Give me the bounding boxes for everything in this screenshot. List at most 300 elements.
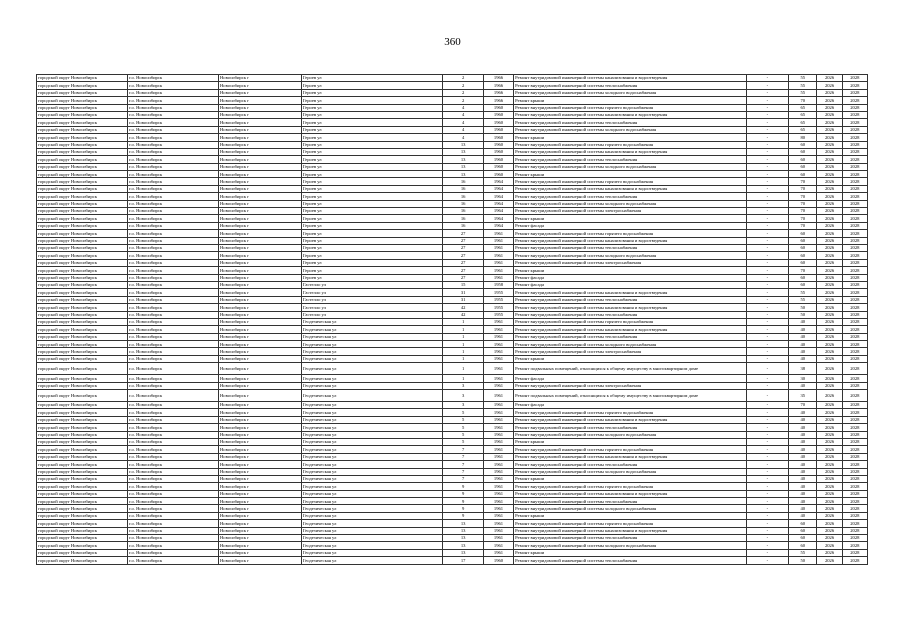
street-cell: Геодезическая ул	[301, 375, 443, 382]
settlement-cell: г.о. Новосибирск	[127, 134, 218, 141]
work-type-cell: Ремонт внутридомовой инженерной системы канализования и водоотведения	[514, 527, 747, 534]
house-number-cell: 5	[443, 438, 483, 445]
city-cell: Новосибирск г	[218, 520, 301, 527]
settlement-cell: г.о. Новосибирск	[127, 222, 218, 229]
municipal-district-cell: городской округ Новосибирск	[37, 341, 128, 348]
table-row	[37, 252, 868, 259]
work-type-cell: Ремонт внутридомовой инженерной системы горячего водоснабжения	[514, 104, 747, 111]
street-cell: Геодезическая ул	[301, 542, 443, 549]
build-year-cell: 1961	[483, 431, 513, 438]
build-year-cell: 1961	[483, 267, 513, 274]
end-year-cell: 2028	[842, 542, 867, 549]
end-year-cell: 2028	[842, 304, 867, 311]
city-cell: Новосибирск г	[218, 296, 301, 303]
dash-cell: -	[746, 542, 788, 549]
house-number-cell: 15	[443, 281, 483, 288]
build-year-cell: 1961	[483, 318, 513, 325]
wear-percent-cell: 40	[789, 438, 817, 445]
start-year-cell: 2026	[817, 326, 842, 333]
work-type-cell: Ремонт внутридомовой инженерной системы теплоснабжения	[514, 424, 747, 431]
settlement-cell: г.о. Новосибирск	[127, 230, 218, 237]
work-type-cell: Ремонт внутридомовой инженерной системы горячего водоснабжения	[514, 409, 747, 416]
start-year-cell: 2026	[817, 557, 842, 564]
house-number-cell: 31	[443, 296, 483, 303]
end-year-cell: 2028	[842, 333, 867, 340]
wear-percent-cell: 80	[789, 134, 817, 141]
settlement-cell: г.о. Новосибирск	[127, 363, 218, 375]
city-cell: Новосибирск г	[218, 281, 301, 288]
settlement-cell: г.о. Новосибирск	[127, 424, 218, 431]
end-year-cell: 2028	[842, 178, 867, 185]
wear-percent-cell: 38	[789, 363, 817, 375]
street-cell: Героев ул	[301, 267, 443, 274]
wear-percent-cell: 60	[789, 244, 817, 251]
municipal-district-cell: городской округ Новосибирск	[37, 126, 128, 133]
end-year-cell: 2028	[842, 89, 867, 96]
end-year-cell: 2028	[842, 382, 867, 389]
street-cell: Геодезическая ул	[301, 475, 443, 482]
build-year-cell: 1961	[483, 230, 513, 237]
build-year-cell: 1958	[483, 281, 513, 288]
settlement-cell: г.о. Новосибирск	[127, 267, 218, 274]
dash-cell: -	[746, 208, 788, 215]
settlement-cell: г.о. Новосибирск	[127, 505, 218, 512]
house-number-cell: 5	[443, 409, 483, 416]
wear-percent-cell: 65	[789, 111, 817, 118]
house-number-cell: 16	[443, 222, 483, 229]
city-cell: Новосибирск г	[218, 461, 301, 468]
end-year-cell: 2028	[842, 289, 867, 296]
end-year-cell: 2028	[842, 215, 867, 222]
municipal-district-cell: городской округ Новосибирск	[37, 222, 128, 229]
work-type-cell: Ремонт внутридомовой инженерной системы холодного водоснабжения	[514, 468, 747, 475]
build-year-cell: 1961	[483, 446, 513, 453]
settlement-cell: г.о. Новосибирск	[127, 281, 218, 288]
dash-cell: -	[746, 402, 788, 409]
table-row	[37, 490, 868, 497]
municipal-district-cell: городской округ Новосибирск	[37, 230, 128, 237]
settlement-cell: г.о. Новосибирск	[127, 252, 218, 259]
wear-percent-cell: 40	[789, 416, 817, 423]
street-cell: Героев ул	[301, 148, 443, 155]
street-cell: Гастелло ул	[301, 304, 443, 311]
work-type-cell: Ремонт внутридомовой инженерной системы теплоснабжения	[514, 193, 747, 200]
work-type-cell: Ремонт крыши	[514, 475, 747, 482]
street-cell: Геодезическая ул	[301, 333, 443, 340]
street-cell: Героев ул	[301, 230, 443, 237]
work-type-cell: Ремонт внутридомовой инженерной системы электроснабжения	[514, 208, 747, 215]
house-number-cell: 13	[443, 520, 483, 527]
start-year-cell: 2026	[817, 483, 842, 490]
build-year-cell: 1961	[483, 375, 513, 382]
settlement-cell: г.о. Новосибирск	[127, 89, 218, 96]
wear-percent-cell: 60	[789, 520, 817, 527]
street-cell: Геодезическая ул	[301, 438, 443, 445]
house-number-cell: 9	[443, 490, 483, 497]
wear-percent-cell: 60	[789, 237, 817, 244]
dash-cell: -	[746, 409, 788, 416]
city-cell: Новосибирск г	[218, 341, 301, 348]
build-year-cell: 1955	[483, 296, 513, 303]
work-type-cell: Ремонт фасада	[514, 222, 747, 229]
wear-percent-cell: 55	[789, 289, 817, 296]
start-year-cell: 2026	[817, 148, 842, 155]
street-cell: Героев ул	[301, 171, 443, 178]
build-year-cell: 1966	[483, 75, 513, 82]
work-type-cell: Ремонт крыши	[514, 97, 747, 104]
wear-percent-cell: 40	[789, 468, 817, 475]
start-year-cell: 2026	[817, 355, 842, 362]
start-year-cell: 2026	[817, 304, 842, 311]
street-cell: Героев ул	[301, 82, 443, 89]
work-type-cell: Ремонт крыши	[514, 267, 747, 274]
street-cell: Геодезическая ул	[301, 549, 443, 556]
settlement-cell: г.о. Новосибирск	[127, 382, 218, 389]
city-cell: Новосибирск г	[218, 208, 301, 215]
end-year-cell: 2028	[842, 163, 867, 170]
build-year-cell: 1960	[483, 119, 513, 126]
street-cell: Героев ул	[301, 244, 443, 251]
city-cell: Новосибирск г	[218, 416, 301, 423]
municipal-district-cell: городской округ Новосибирск	[37, 549, 128, 556]
work-type-cell: Ремонт внутридомовой инженерной системы горячего водоснабжения	[514, 446, 747, 453]
build-year-cell: 1960	[483, 141, 513, 148]
work-type-cell: Ремонт внутридомовой инженерной системы холодного водоснабжения	[514, 126, 747, 133]
street-cell: Геодезическая ул	[301, 355, 443, 362]
table-row	[37, 148, 868, 155]
city-cell: Новосибирск г	[218, 326, 301, 333]
municipal-district-cell: городской округ Новосибирск	[37, 185, 128, 192]
house-number-cell: 3	[443, 390, 483, 402]
street-cell: Геодезическая ул	[301, 498, 443, 505]
wear-percent-cell: 60	[789, 148, 817, 155]
start-year-cell: 2026	[817, 208, 842, 215]
city-cell: Новосибирск г	[218, 483, 301, 490]
street-cell: Героев ул	[301, 193, 443, 200]
table-row	[37, 375, 868, 382]
house-number-cell: 42	[443, 311, 483, 318]
end-year-cell: 2028	[842, 348, 867, 355]
house-number-cell: 1	[443, 333, 483, 340]
settlement-cell: г.о. Новосибирск	[127, 438, 218, 445]
start-year-cell: 2026	[817, 311, 842, 318]
street-cell: Геодезическая ул	[301, 461, 443, 468]
table-row	[37, 222, 868, 229]
municipal-district-cell: городской округ Новосибирск	[37, 119, 128, 126]
house-number-cell: 9	[443, 498, 483, 505]
end-year-cell: 2028	[842, 402, 867, 409]
municipal-district-cell: городской округ Новосибирск	[37, 424, 128, 431]
house-number-cell: 13	[443, 535, 483, 542]
work-type-cell: Ремонт внутридомовой инженерной системы теплоснабжения	[514, 82, 747, 89]
end-year-cell: 2028	[842, 527, 867, 534]
work-type-cell: Ремонт внутридомовой инженерной системы теплоснабжения	[514, 311, 747, 318]
start-year-cell: 2026	[817, 119, 842, 126]
street-cell: Гастелло ул	[301, 289, 443, 296]
table-row	[37, 416, 868, 423]
table-row	[37, 341, 868, 348]
table-row	[37, 244, 868, 251]
municipal-district-cell: городской округ Новосибирск	[37, 244, 128, 251]
city-cell: Новосибирск г	[218, 104, 301, 111]
build-year-cell: 1960	[483, 156, 513, 163]
dash-cell: -	[746, 318, 788, 325]
house-number-cell: 13	[443, 171, 483, 178]
municipal-district-cell: городской округ Новосибирск	[37, 289, 128, 296]
work-type-cell: Ремонт внутридомовой инженерной системы горячего водоснабжения	[514, 483, 747, 490]
municipal-district-cell: городской округ Новосибирск	[37, 402, 128, 409]
municipal-district-cell: городской округ Новосибирск	[37, 390, 128, 402]
city-cell: Новосибирск г	[218, 289, 301, 296]
build-year-cell: 1961	[483, 461, 513, 468]
work-type-cell: Ремонт внутридомовой инженерной системы канализования и водоотведения	[514, 289, 747, 296]
city-cell: Новосибирск г	[218, 178, 301, 185]
wear-percent-cell: 55	[789, 549, 817, 556]
settlement-cell: г.о. Новосибирск	[127, 461, 218, 468]
end-year-cell: 2028	[842, 416, 867, 423]
settlement-cell: г.о. Новосибирск	[127, 156, 218, 163]
build-year-cell: 1961	[483, 348, 513, 355]
end-year-cell: 2028	[842, 119, 867, 126]
work-type-cell: Ремонт внутридомовой инженерной системы горячего водоснабжения	[514, 178, 747, 185]
wear-percent-cell: 50	[789, 304, 817, 311]
city-cell: Новосибирск г	[218, 215, 301, 222]
dash-cell: -	[746, 475, 788, 482]
municipal-district-cell: городской округ Новосибирск	[37, 267, 128, 274]
municipal-district-cell: городской округ Новосибирск	[37, 259, 128, 266]
city-cell: Новосибирск г	[218, 409, 301, 416]
wear-percent-cell: 40	[789, 326, 817, 333]
municipal-district-cell: городской округ Новосибирск	[37, 498, 128, 505]
table-row	[37, 326, 868, 333]
dash-cell: -	[746, 148, 788, 155]
wear-percent-cell: 40	[789, 483, 817, 490]
wear-percent-cell: 50	[789, 557, 817, 564]
street-cell: Героев ул	[301, 222, 443, 229]
dash-cell: -	[746, 416, 788, 423]
start-year-cell: 2026	[817, 156, 842, 163]
wear-percent-cell: 60	[789, 281, 817, 288]
settlement-cell: г.о. Новосибирск	[127, 326, 218, 333]
wear-percent-cell: 60	[789, 163, 817, 170]
house-number-cell: 4	[443, 134, 483, 141]
house-number-cell: 9	[443, 505, 483, 512]
street-cell: Геодезическая ул	[301, 483, 443, 490]
municipal-district-cell: городской округ Новосибирск	[37, 461, 128, 468]
dash-cell: -	[746, 119, 788, 126]
street-cell: Геодезическая ул	[301, 535, 443, 542]
municipal-district-cell: городской округ Новосибирск	[37, 431, 128, 438]
settlement-cell: г.о. Новосибирск	[127, 97, 218, 104]
municipal-district-cell: городской округ Новосибирск	[37, 483, 128, 490]
street-cell: Героев ул	[301, 252, 443, 259]
end-year-cell: 2028	[842, 326, 867, 333]
wear-percent-cell: 40	[789, 475, 817, 482]
city-cell: Новосибирск г	[218, 333, 301, 340]
municipal-district-cell: городской округ Новосибирск	[37, 446, 128, 453]
street-cell: Героев ул	[301, 178, 443, 185]
settlement-cell: г.о. Новосибирск	[127, 341, 218, 348]
work-type-cell: Ремонт внутридомовой инженерной системы теплоснабжения	[514, 557, 747, 564]
street-cell: Геодезическая ул	[301, 453, 443, 460]
start-year-cell: 2026	[817, 505, 842, 512]
end-year-cell: 2028	[842, 296, 867, 303]
end-year-cell: 2028	[842, 483, 867, 490]
wear-percent-cell: 65	[789, 119, 817, 126]
city-cell: Новосибирск г	[218, 156, 301, 163]
house-number-cell: 1	[443, 348, 483, 355]
wear-percent-cell: 55	[789, 89, 817, 96]
city-cell: Новосибирск г	[218, 148, 301, 155]
municipal-district-cell: городской округ Новосибирск	[37, 468, 128, 475]
work-type-cell: Ремонт внутридомовой инженерной системы холодного водоснабжения	[514, 431, 747, 438]
build-year-cell: 1961	[483, 363, 513, 375]
street-cell: Геодезическая ул	[301, 416, 443, 423]
settlement-cell: г.о. Новосибирск	[127, 318, 218, 325]
table-row	[37, 311, 868, 318]
end-year-cell: 2028	[842, 355, 867, 362]
municipal-district-cell: городской округ Новосибирск	[37, 252, 128, 259]
work-type-cell: Ремонт крыши	[514, 549, 747, 556]
table-row	[37, 185, 868, 192]
municipal-district-cell: городской округ Новосибирск	[37, 156, 128, 163]
street-cell: Гастелло ул	[301, 296, 443, 303]
city-cell: Новосибирск г	[218, 490, 301, 497]
wear-percent-cell: 40	[789, 355, 817, 362]
dash-cell: -	[746, 82, 788, 89]
wear-percent-cell: 65	[789, 126, 817, 133]
municipal-district-cell: городской округ Новосибирск	[37, 104, 128, 111]
dash-cell: -	[746, 230, 788, 237]
start-year-cell: 2026	[817, 549, 842, 556]
dash-cell: -	[746, 215, 788, 222]
dash-cell: -	[746, 390, 788, 402]
table-row	[37, 438, 868, 445]
start-year-cell: 2026	[817, 424, 842, 431]
work-type-cell: Ремонт фасада	[514, 402, 747, 409]
work-type-cell: Ремонт фасада	[514, 375, 747, 382]
build-year-cell: 1964	[483, 178, 513, 185]
table-row	[37, 237, 868, 244]
dash-cell: -	[746, 304, 788, 311]
municipal-district-cell: городской округ Новосибирск	[37, 97, 128, 104]
table-row	[37, 535, 868, 542]
dash-cell: -	[746, 557, 788, 564]
house-number-cell: 1	[443, 318, 483, 325]
municipal-district-cell: городской округ Новосибирск	[37, 75, 128, 82]
house-number-cell: 16	[443, 178, 483, 185]
settlement-cell: г.о. Новосибирск	[127, 148, 218, 155]
wear-percent-cell: 70	[789, 215, 817, 222]
build-year-cell: 1960	[483, 104, 513, 111]
dash-cell: -	[746, 355, 788, 362]
table-row	[37, 119, 868, 126]
settlement-cell: г.о. Новосибирск	[127, 237, 218, 244]
dash-cell: -	[746, 252, 788, 259]
end-year-cell: 2028	[842, 267, 867, 274]
wear-percent-cell: 40	[789, 490, 817, 497]
wear-percent-cell: 40	[789, 498, 817, 505]
start-year-cell: 2026	[817, 111, 842, 118]
municipal-district-cell: городской округ Новосибирск	[37, 208, 128, 215]
start-year-cell: 2026	[817, 390, 842, 402]
table-row	[37, 461, 868, 468]
street-cell: Героев ул	[301, 141, 443, 148]
build-year-cell: 1961	[483, 512, 513, 519]
settlement-cell: г.о. Новосибирск	[127, 126, 218, 133]
work-type-cell: Ремонт внутридомовой инженерной системы холодного водоснабжения	[514, 163, 747, 170]
municipal-district-cell: городской округ Новосибирск	[37, 111, 128, 118]
settlement-cell: г.о. Новосибирск	[127, 542, 218, 549]
house-number-cell: 27	[443, 230, 483, 237]
start-year-cell: 2026	[817, 252, 842, 259]
dash-cell: -	[746, 311, 788, 318]
work-type-cell: Ремонт фасада	[514, 274, 747, 281]
house-number-cell: 5	[443, 416, 483, 423]
house-number-cell: 13	[443, 148, 483, 155]
table-row	[37, 542, 868, 549]
end-year-cell: 2028	[842, 375, 867, 382]
street-cell: Геодезическая ул	[301, 382, 443, 389]
city-cell: Новосибирск г	[218, 375, 301, 382]
wear-percent-cell: 40	[789, 333, 817, 340]
municipal-district-cell: городской округ Новосибирск	[37, 134, 128, 141]
house-number-cell: 7	[443, 461, 483, 468]
table-row	[37, 453, 868, 460]
start-year-cell: 2026	[817, 244, 842, 251]
municipal-district-cell: городской округ Новосибирск	[37, 82, 128, 89]
city-cell: Новосибирск г	[218, 75, 301, 82]
build-year-cell: 1961	[483, 274, 513, 281]
dash-cell: -	[746, 341, 788, 348]
city-cell: Новосибирск г	[218, 163, 301, 170]
work-type-cell: Ремонт внутридомовой инженерной системы канализования и водоотведения	[514, 304, 747, 311]
city-cell: Новосибирск г	[218, 267, 301, 274]
city-cell: Новосибирск г	[218, 363, 301, 375]
house-number-cell: 3	[443, 402, 483, 409]
repair-schedule-table-container	[36, 74, 868, 565]
work-type-cell: Ремонт внутридомовой инженерной системы канализования и водоотведения	[514, 75, 747, 82]
table-row	[37, 82, 868, 89]
wear-percent-cell: 70	[789, 222, 817, 229]
dash-cell: -	[746, 97, 788, 104]
city-cell: Новосибирск г	[218, 171, 301, 178]
build-year-cell: 1964	[483, 222, 513, 229]
wear-percent-cell: 40	[789, 505, 817, 512]
work-type-cell: Ремонт внутридомовой инженерной системы холодного водоснабжения	[514, 252, 747, 259]
municipal-district-cell: городской округ Новосибирск	[37, 304, 128, 311]
end-year-cell: 2028	[842, 237, 867, 244]
city-cell: Новосибирск г	[218, 274, 301, 281]
build-year-cell: 1961	[483, 535, 513, 542]
work-type-cell: Ремонт внутридомовой инженерной системы теплоснабжения	[514, 119, 747, 126]
street-cell: Героев ул	[301, 111, 443, 118]
start-year-cell: 2026	[817, 446, 842, 453]
build-year-cell: 1961	[483, 390, 513, 402]
end-year-cell: 2028	[842, 490, 867, 497]
city-cell: Новосибирск г	[218, 402, 301, 409]
build-year-cell: 1961	[483, 453, 513, 460]
dash-cell: -	[746, 549, 788, 556]
municipal-district-cell: городской округ Новосибирск	[37, 326, 128, 333]
work-type-cell: Ремонт внутридомовой инженерной системы горячего водоснабжения	[514, 318, 747, 325]
settlement-cell: г.о. Новосибирск	[127, 208, 218, 215]
build-year-cell: 1961	[483, 505, 513, 512]
build-year-cell: 1961	[483, 468, 513, 475]
street-cell: Геодезическая ул	[301, 431, 443, 438]
build-year-cell: 1961	[483, 402, 513, 409]
settlement-cell: г.о. Новосибирск	[127, 512, 218, 519]
